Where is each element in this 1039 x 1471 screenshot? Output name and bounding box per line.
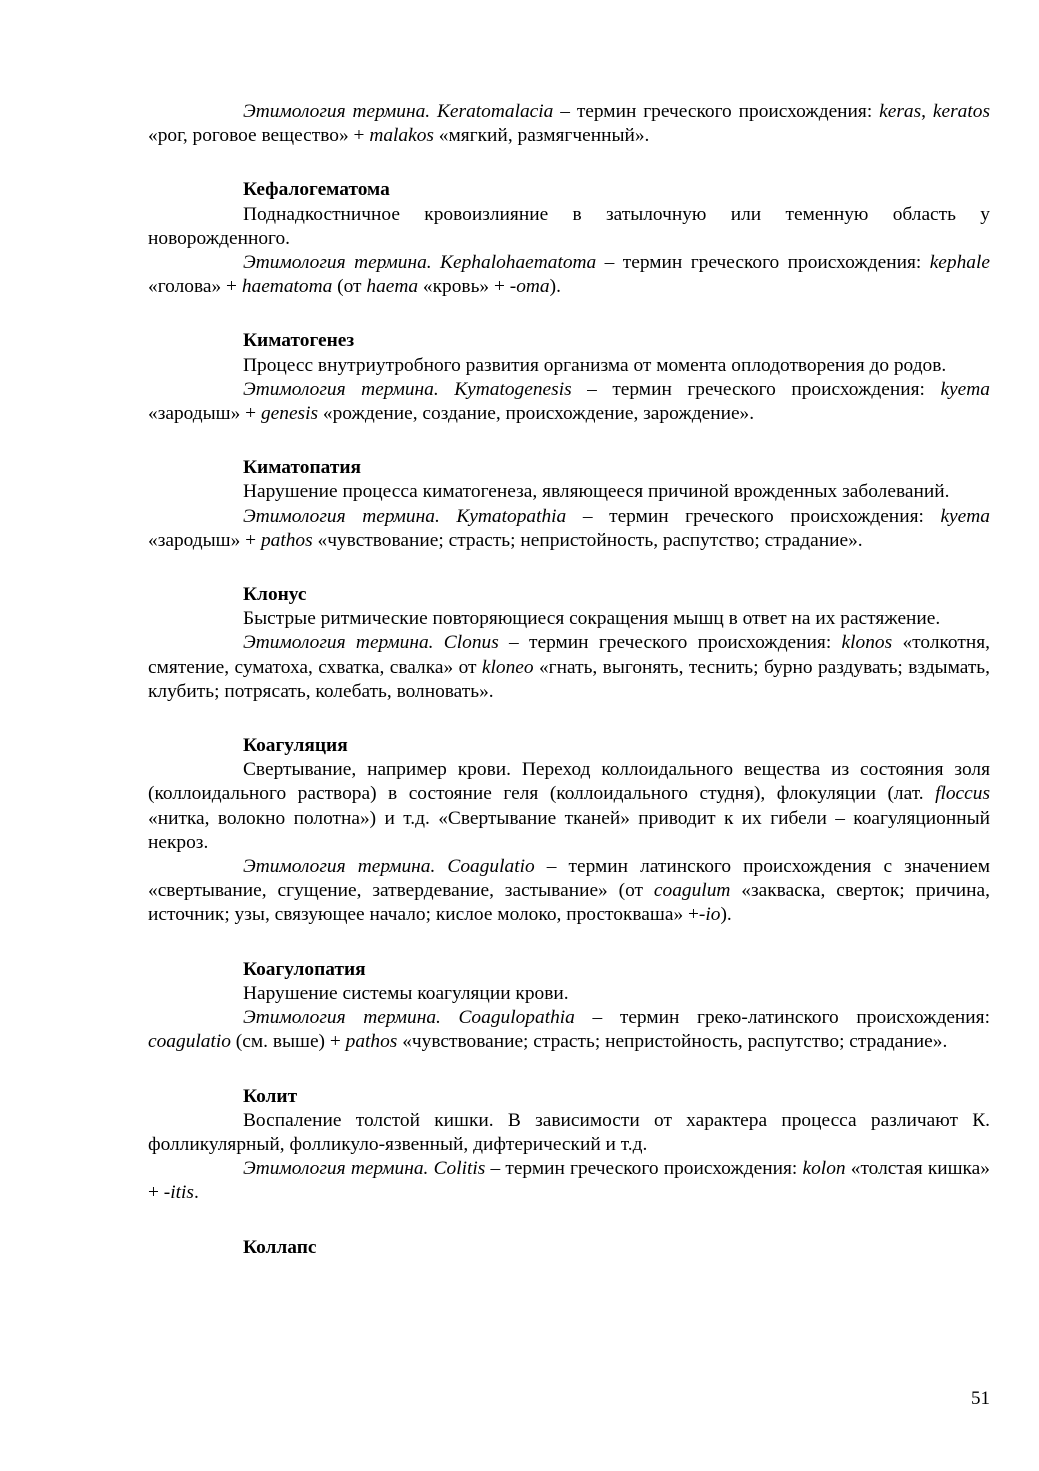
text-run: «голова» + [148, 276, 242, 298]
text-run: «мягкий, размягченный». [433, 125, 650, 147]
text-run: (от [332, 276, 367, 298]
italic-text: haematoma [241, 276, 333, 298]
entry-paragraph [148, 1006, 990, 1054]
italic-text: kyema [940, 378, 990, 400]
entry-paragraph [148, 100, 990, 148]
entry-paragraph [148, 758, 990, 855]
entry-paragraph [148, 354, 990, 378]
italic-text: pathos [345, 1031, 398, 1053]
italic-text: coagulum [653, 880, 731, 902]
italic-text: pathos [260, 529, 313, 551]
entry-heading: Киматопатия [243, 457, 362, 479]
entry-heading: Колит [243, 1085, 298, 1107]
text-run: – термин греческого происхождения: [596, 252, 930, 274]
italic-text: klonos [841, 632, 893, 654]
text-run: «толстая кишка» + - [148, 1158, 990, 1204]
italic-text: keras [879, 101, 922, 122]
text-run: – термин греческого происхождения: [571, 378, 941, 400]
italic-text: kloneo [481, 656, 534, 678]
text-run: «чувствование; страсть; непристойность, распутство; страдание». [312, 529, 863, 551]
italic-text: kephale [929, 252, 990, 274]
entry-paragraph [148, 982, 990, 1006]
italic-text: Этимология термина. Kymatogenesis [243, 378, 572, 400]
text-run: Поднадкостничное кровоизлияние в затылочную или теменную область у новорожденного. [148, 203, 990, 249]
text-run: «кровь» + - [418, 276, 517, 298]
text-run: – термин греко-латинского происхождения: [574, 1007, 990, 1029]
page-number: 51 [971, 1388, 990, 1409]
italic-text: Этимология термина. Clonus [243, 632, 499, 654]
entry-paragraph [148, 203, 990, 251]
dictionary-entry [148, 734, 990, 928]
entry-paragraph [148, 631, 990, 704]
text-run: Нарушение процесса киматогенеза, являющееся причиной врожденных заболеваний. [243, 481, 950, 503]
text-run: «зародыш» + [148, 529, 261, 551]
text-run: «толкотня, смятение, суматоха, схватка, свалка» от [148, 632, 990, 678]
italic-text: Этимология термина. Keratomalacia [243, 101, 554, 122]
dictionary-entry [148, 100, 990, 148]
entry-paragraph [148, 1157, 990, 1205]
text-run: Свертывание, например крови. Переход коллоидального вещества из состояния золя (коллоидального раствора) в состояние геля (коллоидального студня), флокуляции (лат. [148, 759, 990, 805]
text-run: (см. выше) + [230, 1031, 346, 1053]
italic-text: genesis [260, 403, 319, 425]
italic-text: coagulatio [148, 1031, 231, 1053]
entry-heading: Кефалогематома [243, 179, 390, 201]
italic-text: io [705, 904, 721, 926]
text-run: «рог, роговое вещество» + [148, 125, 370, 147]
text-run: ). [549, 276, 561, 298]
text-run: Процесс внутриутробного развития организма от момента оплодотворения до родов. [243, 354, 947, 376]
italic-text: keratos [932, 101, 990, 122]
italic-text: oma [516, 276, 550, 298]
text-run: – термин греческого происхождения: [566, 505, 941, 527]
italic-text: kyema [940, 505, 990, 527]
entry-paragraph [148, 378, 990, 426]
text-run: – термин латинского происхождения с значением «свертывание, сгущение, затвердевание, застывание» (от [148, 856, 990, 902]
italic-text: Этимология термина. Kymatopathia [243, 505, 567, 527]
text-run: «зародыш» + [148, 403, 261, 425]
text-run: . [193, 1182, 199, 1204]
text-run: , [921, 101, 933, 122]
dictionary-entry [148, 1236, 990, 1260]
page-body [148, 100, 990, 1260]
entry-paragraph [148, 855, 990, 928]
text-run: Воспаление толстой кишки. В зависимости от характера процесса различают К. фолликулярный, фолликуло-язвенный, дифтерический и т.д. [148, 1109, 990, 1155]
text-run: – термин греческого происхождения: [485, 1158, 803, 1180]
text-run: «чувствование; страсть; непристойность, распутство; страдание». [397, 1031, 948, 1053]
italic-text: Этимология термина. Colitis [243, 1158, 486, 1180]
entry-paragraph [148, 1109, 990, 1157]
text-run: «рождение, создание, происхождение, зарождение». [318, 403, 755, 425]
dictionary-entry [148, 329, 990, 426]
entry-heading: Киматогенез [243, 330, 355, 352]
dictionary-entry [148, 456, 990, 553]
entry-heading: Коагуляция [243, 735, 348, 757]
italic-text: floccus [935, 783, 990, 805]
entry-heading: Коллапс [243, 1236, 317, 1258]
italic-text: Этимология термина. Coagulopathia [243, 1007, 575, 1029]
entry-paragraph [148, 480, 990, 504]
dictionary-entry [148, 583, 990, 704]
dictionary-entry [148, 178, 990, 299]
italic-text: Этимология термина. Kephalohaematoma [243, 252, 597, 274]
text-run: – термин греческого происхождения: [498, 632, 842, 654]
entry-paragraph [148, 607, 990, 631]
text-run: «гнать, выгонять, теснить; бурно раздувать; вздымать, клубить; потрясать, колебать, волновать». [148, 656, 990, 702]
italic-text: malakos [369, 125, 434, 147]
italic-text: itis [170, 1182, 194, 1204]
text-run: «нитка, волокно полотна») и т.д. «Свертывание тканей» приводит к их гибели – коагуляционный некроз. [148, 807, 990, 853]
text-run: Нарушение системы коагуляции крови. [243, 982, 569, 1004]
text-run: ). [720, 904, 732, 926]
italic-text: kolon [802, 1158, 846, 1180]
text-run: – термин греческого происхождения: [553, 101, 880, 122]
entry-paragraph [148, 251, 990, 299]
text-run: «закваска, сверток; причина, источник; узы, связующее начало; кислое молоко, простокваша» +- [148, 880, 990, 926]
dictionary-entry [148, 1085, 990, 1206]
entry-heading: Коагулопатия [243, 958, 366, 980]
italic-text: haema [366, 276, 419, 298]
entry-heading: Клонус [243, 584, 307, 606]
dictionary-entry [148, 958, 990, 1055]
entry-paragraph [148, 505, 990, 553]
text-run: Быстрые ритмические повторяющиеся сокращения мышц в ответ на их растяжение. [243, 608, 941, 630]
italic-text: Этимология термина. Coagulatio [243, 856, 535, 878]
